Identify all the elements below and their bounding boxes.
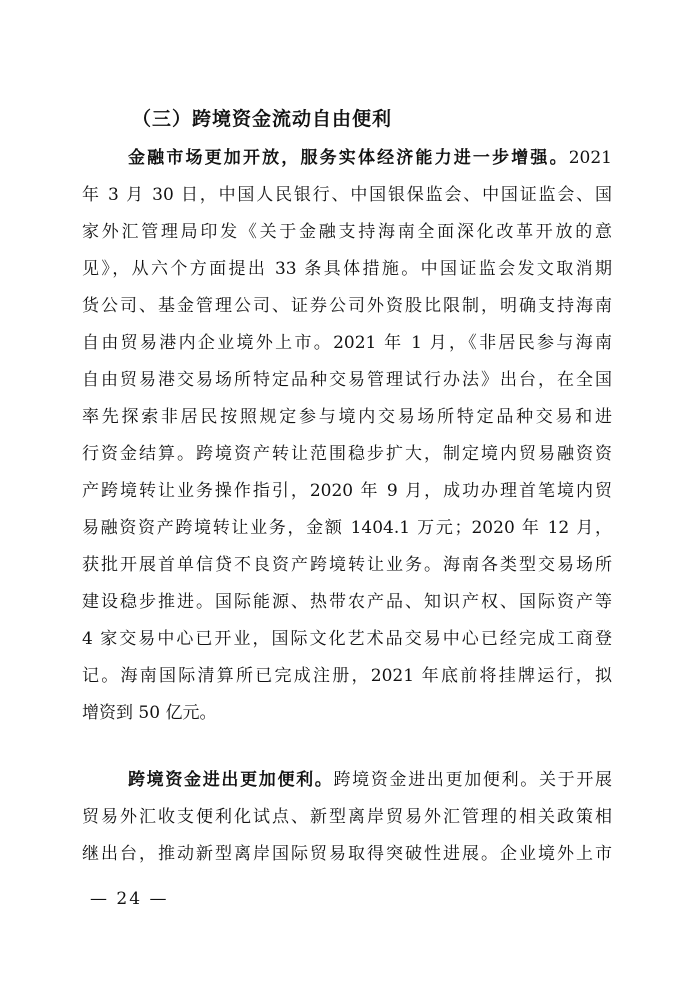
paragraph-line: 自由贸易港交易场所特定品种交易管理试行办法》出台，在全国 (82, 370, 612, 390)
paragraph-line: 记。海南国际清算所已完成注册，2021 年底前将挂牌运行，拟 (82, 666, 612, 686)
paragraph-line: 自由贸易港内企业境外上市。2021 年 1 月，《非居民参与海南 (82, 333, 612, 353)
paragraph-lead: 跨境资金进出更加便利。 (128, 770, 334, 790)
paragraph-line: 率先探索非居民按照规定参与境内交易场所特定品种交易和进 (82, 407, 612, 427)
paragraph-line: 获批开展首单信贷不良资产跨境转让业务。海南各类型交易场所 (82, 555, 612, 575)
paragraph-line: 年 3 月 30 日，中国人民银行、中国银保监会、中国证监会、国 (82, 185, 612, 205)
paragraph-line (82, 762, 612, 799)
paragraph-line: 继出台，推动新型离岸国际贸易取得突破性进展。企业境外上市 (82, 844, 612, 864)
paragraph-line: 行资金结算。跨境资产转让范围稳步扩大，制定境内贸易融资资 (82, 444, 612, 464)
paragraph-cross-border-funds (82, 762, 612, 873)
paragraph-line: 贸易外汇收支便利化试点、新型离岸贸易外汇管理的相关政策相 (82, 807, 612, 827)
paragraph-financial-market (82, 140, 612, 732)
paragraph-line-tail: 2021 (568, 148, 612, 168)
paragraph-line: 增资到 50 亿元。 (82, 703, 217, 723)
page-number: — 24 — (90, 889, 169, 909)
paragraph-line: 4 家交易中心已开业，国际文化艺术品交易中心已经完成工商登 (82, 629, 612, 649)
paragraph-line-tail: 跨境资金进出更加便利。关于开展 (333, 770, 612, 790)
paragraph-line: 见》，从六个方面提出 33 条具体措施。中国证监会发文取消期 (82, 259, 612, 279)
paragraph-line (82, 140, 612, 177)
paragraph-line: 货公司、基金管理公司、证券公司外资股比限制，明确支持海南 (82, 296, 612, 316)
section-heading: （三）跨境资金流动自由便利 (132, 108, 393, 130)
paragraph-line: 建设稳步推进。国际能源、热带农产品、知识产权、国际资产等 (82, 592, 612, 612)
paragraph-line: 易融资资产跨境转让业务，金额 1404.1 万元；2020 年 12 月， (82, 518, 612, 538)
paragraph-line: 家外汇管理局印发《关于金融支持海南全面深化改革开放的意 (82, 222, 612, 242)
paragraph-lead: 金融市场更加开放，服务实体经济能力进一步增强。 (128, 148, 569, 168)
paragraph-line: 产跨境转让业务操作指引，2020 年 9 月，成功办理首笔境内贸 (82, 481, 612, 501)
